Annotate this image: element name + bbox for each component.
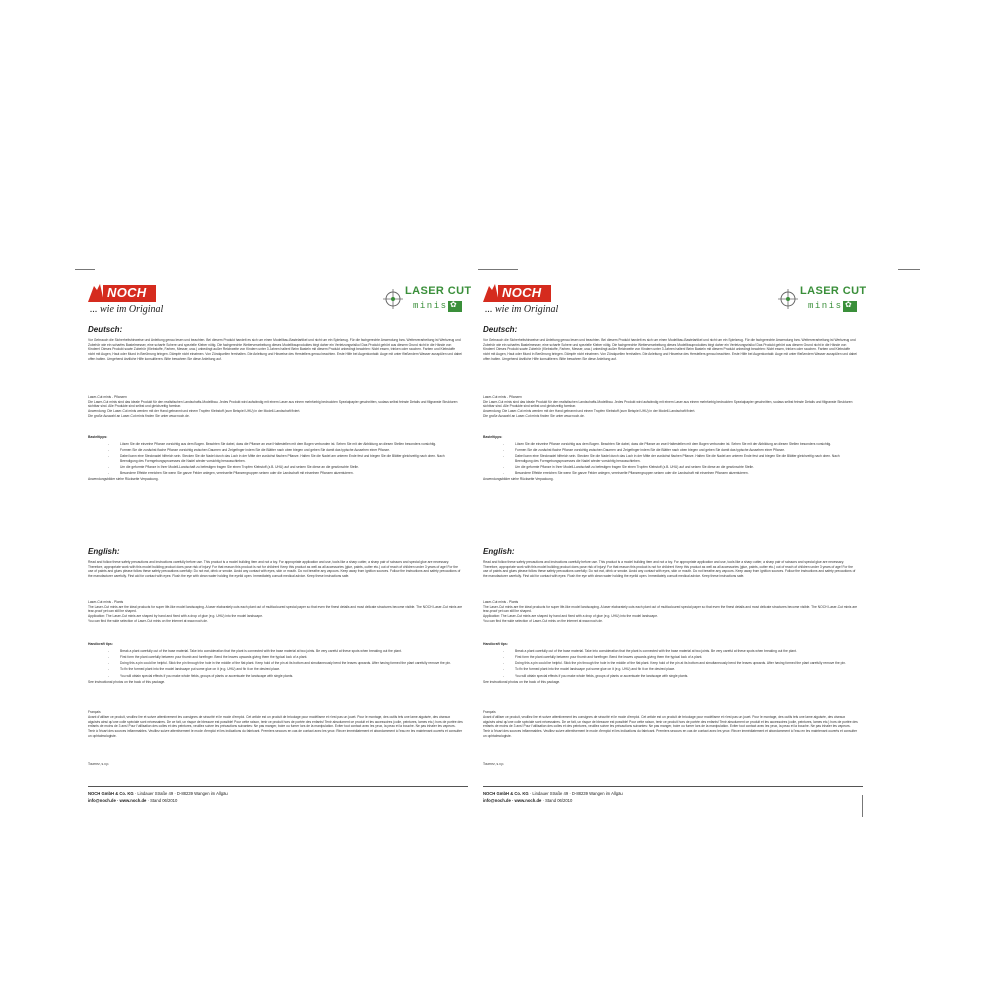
fr-safety-text: Avant d'utiliser ce produit, veuillez lire et suivre attentivement les consignes de sécurité et le mode d'emploi. Cet article est un produit de bricolage pour modélisme et n'est pas un jouet. Pour le montage, des outils tels une lame aiguisée, des ciseaux aiguisés ainsi qu'une colle spéciale sont nécessaires. De ce fait, un risque de blessure est possible! Pour cette raison, tenir ce produit hors de portée des enfants! Tenir absolument ce produit et les accessoires (colle, peintures, lames etc.) hors de portée des enfants de moins de 3 ans! Pour l'utilisation des colles et des peintures, veuillez suivre les précautions suivantes: Ne pas manger, boire ou fumer lors de la manipulation. Eviter tout contact avec les yeux, la peau et la bouche. Ne pas inhaler les vapeurs. Tenir à l'écart des sources inflammables. Veuillez suivre attentivement le mode d'emploi et les indications du fabricant. Premiers secours en cas de contact avec les yeux: Rincer immédiatement et abondamment à l'eau en les maintenant ouverts et consulter un ophtalmologiste. <box>88 715 463 738</box>
list-item: - Break a plant carefully out of the base material. Take into consideration that the plant is connected with the base material at two joints. Be very careful at these spots when breaking out the plant. <box>88 649 463 654</box>
tagline: ... wie im Original <box>90 304 164 315</box>
noch-logo <box>483 284 551 302</box>
en-lasercut-text: Laser-Cut minis - Plants The Laser-Cut minis are the ideal products for super life-like model landscaping. A laser elaborately cuts each plant out of multicoloured special paper so that even the finest details and most delicate structures become visible. The NOCH Laser-Cut minis are tear-proof yet can still be shaped. Application: The Laser-Cut minis are shaped by hand and fixed with a drop of glue (e.g. UHU) into the model landscape. You can find the wide selection of Laser-Cut minis on the internet at www.noch.de. <box>88 600 463 623</box>
list-item: - Formen Sie die zunächst flache Pflanze vorsichtig zwischen Daumen und Zeigefinger indem Sie die Blätter nach oben biegen und geben Sie damit das typische Aussehen einer Pflanze. <box>483 448 858 453</box>
list-item: - To fix the formed plant into the model landscape put some glue on it (e.g. UHU) and fix it on the desired place. <box>483 667 858 672</box>
crop-mark <box>898 269 920 270</box>
de-tips <box>88 435 463 482</box>
footer-divider <box>88 786 468 787</box>
de-safety-text: Vor Gebrauch die Sicherheitshinweise und Anleitung genau lesen und beachten. Bei diesem Produkt handelt es sich um einen Modellbau-Bastelartikel und nicht um ein Spielzeug. Für die fachgerechte Anwendung bzw. Weiterverarbeitung ist Werkzeug und Zubehör wie ein scharfes Bastelmesser, eine scharfe Schere und spezielle Kleber nötig. Die fachgerechte Weiterverarbeitung dieses Modellbauproduktes birgt daher ein Verletzungsrisiko! Das Produkt gehört aus diesem Grund nicht in die Hände von Kindern! Dieses Produkt sowie Zubehör (Klebstoffe, Farben, Messer, usw.) unbedingt außer Reichweite von Kindern unter 3 Jahren halten! Beim Basteln mit diesem Produkt unbedingt beachten: Nicht essen, trinken oder rauchen. Farben und Klebstoffe nicht mit Augen, Haut oder Mund in Berührung bringen. Dämpfe nicht einatmen. Von Zündquellen fernhalten. Die Anleitung und Hinweise des Herstellers genau beachten. Erste Hilfe bei Augenkontakt: Auge mit unter fließendem Wasser ausspülen und dabei offen halten. Umgehend ärztliche Hilfe konsultieren. Bitte bewahren Sie diese Anleitung auf. <box>483 338 857 361</box>
footer-address <box>483 790 863 804</box>
heading-english: English: <box>88 547 120 556</box>
tagline: ... wie im Original <box>485 304 559 315</box>
list-item: - Dabei kann eine Stecknadel hilfreich sein. Stecken Sie die Nadel durch das Loch in der Mitte der zunächst flachen Pflanze. Halten Sie die Nadel am unteren Ende fest und biegen Sie die Blätter gleichzeitig nach oben. Nach Beendigung des Formgebungsprozesses die Nadel wieder vorsichtig herausschieben. <box>88 454 463 463</box>
list-item: - Um die geformte Pflanze in Ihrer Modell-Landschaft zu befestigen fragen Sie einen Tropfen Klebstoff (z.B. UHU) auf und setzen Sie diese an die gewünschte Stelle. <box>88 465 463 470</box>
en-tips-note: See instructional photos on the back of this package. <box>88 679 166 684</box>
en-lasercut-text: Laser-Cut minis - Plants The Laser-Cut minis are the ideal products for super life-like model landscaping. A laser elaborately cuts each plant out of multicoloured special paper so that even the finest details and most delicate structures become visible. The NOCH Laser-Cut minis are tear-proof yet can still be shaped. Application: The Laser-Cut minis are shaped by hand and fixed with a drop of glue (e.g. UHU) into the model landscape. You can find the wide selection of Laser-Cut minis on the internet at www.noch.de. <box>483 600 858 623</box>
heading-deutsch: Deutsch: <box>483 325 518 334</box>
de-lasercut-text: Laser-Cut minis - Pflanzen Die Laser-Cut minis sind das ideale Produkt für den realistischen Landschafts-Modellbau. Jedes Produkt wird aufwändig mit einem Laser aus einem mehrfarbig bedruckten Spezialpapier geschnitten, sodass selbst feinste Details und filigranste Strukturen sichtbar sind. Alle Produkte sind selbst und gleichzeitig formbar. Anwendung: Die Laser-Cut minis werden mit der Hand gebrannt und einem Tropfen Klebstoff (zum Beispiel UHU) in der Modell-Landschaft fixiert. Die große Auswahl an Laser-Cut minis finden Sie unter www.noch.de. <box>88 395 458 418</box>
de-tips-heading: Basteltipps: <box>88 435 108 439</box>
company-web: info@noch.de · www.noch.de <box>483 798 542 803</box>
list-item: - Break a plant carefully out of the base material. Take into consideration that the plant is connected with the base material at two joints. Be very careful at these spots when breaking out the plant. <box>483 649 858 654</box>
list-item: - Lösen Sie die einzelne Pflanze vorsichtig aus dem Bogen. Beachten Sie dabei, dass die Pflanze an zwei Haltestellen mit dem Bogen verbunden ist. Sehen Sie mit der Abbildung an diesen Stellen besonders vorsichtig. <box>483 442 858 447</box>
heading-english: English: <box>483 547 515 556</box>
stand-date: · Stand 06/2010 <box>146 798 178 803</box>
leaf-icon: ✿ <box>843 301 857 312</box>
laser-cut-title: LASER CUT <box>405 285 472 297</box>
list-item: - Dabei kann eine Stecknadel hilfreich sein. Stecken Sie die Nadel durch das Loch in der Mitte der zunächst flachen Pflanze. Halten Sie die Nadel am unteren Ende fest und biegen Sie die Blätter gleichzeitig nach oben. Nach Beendigung des Formgebungsprozesses die Nadel wieder vorsichtig herausschieben. <box>483 454 858 463</box>
de-tips-note: Anwendungsbilder siehe Rückseite Verpackung. <box>483 477 554 482</box>
minis-label: minis <box>808 301 843 311</box>
noch-logo <box>88 284 156 302</box>
list-item: - Doing this a pin could be helpful. Stick the pin through the hole in the middle of the flat plant. Keep hold of the pin at its bottom and simultaneously bend the leaves upwards. After having formed the plant carefully remove the pin. <box>483 661 858 666</box>
footer-address <box>88 790 468 804</box>
company-name: NOCH GmbH & Co. KG <box>88 791 134 796</box>
minis-label: minis <box>413 301 448 311</box>
stand-date: · Stand 06/2010 <box>541 798 573 803</box>
heading-deutsch: Deutsch: <box>88 325 123 334</box>
list-item: - First form the plant carefully between your thumb and forefinger. Bend the leaves upwards giving them the typical look of a plant. <box>88 655 463 660</box>
company-name: NOCH GmbH & Co. KG <box>483 791 529 796</box>
list-item: - First form the plant carefully between your thumb and forefinger. Bend the leaves upwards giving them the typical look of a plant. <box>483 655 858 660</box>
en-tips-heading: Handicraft tips: <box>483 642 508 646</box>
list-item: - You will obtain special effects if you make whole fields, groups of plants or accentuate the landscape with single plants. <box>483 674 858 679</box>
de-lasercut-text: Laser-Cut minis - Pflanzen Die Laser-Cut minis sind das ideale Produkt für den realistischen Landschafts-Modellbau. Jedes Produkt wird aufwändig mit einem Laser aus einem mehrfarbig bedruckten Spezialpapier geschnitten, sodass selbst feinste Details und filigranste Strukturen sichtbar sind. Alle Produkte sind selbst und gleichzeitig formbar. Anwendung: Die Laser-Cut minis werden mit der Hand gebrannt und einem Tropfen Klebstoff (zum Beispiel UHU) in der Modell-Landschaft fixiert. Die große Auswahl an Laser-Cut minis finden Sie unter www.noch.de. <box>483 395 853 418</box>
list-item: - Doing this a pin could be helpful. Stick the pin through the hole in the middle of the flat plant. Keep hold of the pin at its bottom and simultaneously bend the leaves upwards. After having formed the plant carefully remove the pin. <box>88 661 463 666</box>
fr-tail: Tournez, s.v.p. <box>483 762 505 766</box>
de-tips <box>483 435 858 482</box>
leaflet-page-left <box>88 270 473 803</box>
de-tips-note: Anwendungsbilder siehe Rückseite Verpackung. <box>88 477 159 482</box>
list-item: - Lösen Sie die einzelne Pflanze vorsichtig aus dem Bogen. Beachten Sie dabei, dass die Pflanze an zwei Haltestellen mit dem Bogen verbunden ist. Sehen Sie mit der Abbildung an diesen Stellen besonders vorsichtig. <box>88 442 463 447</box>
fr-tail: Tournez, s.v.p. <box>88 762 110 766</box>
list-item: - Um die geformte Pflanze in Ihrer Modell-Landschaft zu befestigen fragen Sie einen Tropfen Klebstoff (z.B. UHU) auf und setzen Sie diese an die gewünschte Stelle. <box>483 465 858 470</box>
fr-heading: Français <box>483 710 496 714</box>
en-tips-note: See instructional photos on the back of this package. <box>483 679 561 684</box>
de-tips-heading: Basteltipps: <box>483 435 503 439</box>
noch-logo-text: NOCH <box>502 285 542 300</box>
en-tips-heading: Handicraft tips: <box>88 642 113 646</box>
noch-logo-text: NOCH <box>107 285 147 300</box>
crosshair-icon <box>383 289 403 309</box>
list-item: - Formen Sie die zunächst flache Pflanze vorsichtig zwischen Daumen und Zeigefinger indem Sie die Blätter nach oben biegen und geben Sie damit das typische Aussehen einer Pflanze. <box>88 448 463 453</box>
laser-cut-logo <box>778 284 868 320</box>
en-safety-text: Read and follow these safety precautions and instructions carefully before use. This product is a model building item and not a toy. For appropriate application and use, tools like a sharp cutter, a sharp pair of scissors and special glue are necessary. Therefore, appropriate work with this model building product does pose risk of injury! For that reason this product is not for children! Keep this product as well as all accessories (glue, paints, cutter etc.) out of reach of children under 3 years of age! For the use of paints and glues please follow these safety precautions carefully: Do not eat, drink or smoke. Avoid any contact with eyes, skin or mouth. Do not breathe any vapours. Keep away from ignition sources. Follow the instructions and safety precautions of the manufacturer carefully. First aid for contact with eyes: Flush the eye with clean water holding the eyelid open. Immediately consult medical advice. Keep these instructions safe. <box>483 560 856 579</box>
list-item: - Besondere Effekte erreichen Sie wenn Sie ganze Felder anlegen, vereinzelte Pflanzengruppen setzen oder die Landschaft mit einzelnen Pflanzen akzentuieren. <box>483 471 858 476</box>
en-safety-text: Read and follow these safety precautions and instructions carefully before use. This product is a model building item and not a toy. For appropriate application and use, tools like a sharp cutter, a sharp pair of scissors and special glue are necessary. Therefore, appropriate work with this model building product does pose risk of injury! For that reason this product is not for children! Keep this product as well as all accessories (glue, paints, cutter etc.) out of reach of children under 3 years of age! For the use of paints and glues please follow these safety precautions carefully: Do not eat, drink or smoke. Avoid any contact with eyes, skin or mouth. Do not breathe any vapours. Keep away from ignition sources. Follow the instructions and safety precautions of the manufacturer carefully. First aid for contact with eyes: Flush the eye with clean water holding the eyelid open. Immediately consult medical advice. Keep these instructions safe. <box>88 560 461 579</box>
leaf-icon: ✿ <box>448 301 462 312</box>
list-item: - Besondere Effekte erreichen Sie wenn Sie ganze Felder anlegen, vereinzelte Pflanzengruppen setzen oder die Landschaft mit einzelnen Pflanzen akzentuieren. <box>88 471 463 476</box>
footer-divider <box>483 786 863 787</box>
laser-cut-title: LASER CUT <box>800 285 867 297</box>
company-web: info@noch.de · www.noch.de <box>88 798 147 803</box>
company-address: · Lindauer Straße 49 · D-88239 Wangen im Allgäu <box>133 791 228 796</box>
laser-cut-logo <box>383 284 473 320</box>
fr-safety-text: Avant d'utiliser ce produit, veuillez lire et suivre attentivement les consignes de sécurité et le mode d'emploi. Cet article est un produit de bricolage pour modélisme et n'est pas un jouet. Pour le montage, des outils tels une lame aiguisée, des ciseaux aiguisés ainsi qu'une colle spéciale sont nécessaires. De ce fait, un risque de blessure est possible! Pour cette raison, tenir ce produit hors de portée des enfants! Tenir absolument ce produit et les accessoires (colle, peintures, lames etc.) hors de portée des enfants de moins de 3 ans! Pour l'utilisation des colles et des peintures, veuillez suivre les précautions suivantes: Ne pas manger, boire ou fumer lors de la manipulation. Eviter tout contact avec les yeux, la peau et la bouche. Ne pas inhaler les vapeurs. Tenir à l'écart des sources inflammables. Veuillez suivre attentivement le mode d'emploi et les indications du fabricant. Premiers secours en cas de contact avec les yeux: Rincer immédiatement et abondamment à l'eau en les maintenant ouverts et consulter un ophtalmologiste. <box>483 715 858 738</box>
leaflet-page-right <box>483 270 868 803</box>
crosshair-icon <box>778 289 798 309</box>
en-tips <box>483 642 858 684</box>
en-tips <box>88 642 463 684</box>
fr-heading: Français <box>88 710 101 714</box>
list-item: - To fix the formed plant into the model landscape put some glue on it (e.g. UHU) and fix it on the desired place. <box>88 667 463 672</box>
list-item: - You will obtain special effects if you make whole fields, groups of plants or accentuate the landscape with single plants. <box>88 674 463 679</box>
company-address: · Lindauer Straße 49 · D-88239 Wangen im Allgäu <box>528 791 623 796</box>
de-safety-text: Vor Gebrauch die Sicherheitshinweise und Anleitung genau lesen und beachten. Bei diesem Produkt handelt es sich um einen Modellbau-Bastelartikel und nicht um ein Spielzeug. Für die fachgerechte Anwendung bzw. Weiterverarbeitung ist Werkzeug und Zubehör wie ein scharfes Bastelmesser, eine scharfe Schere und spezielle Kleber nötig. Die fachgerechte Weiterverarbeitung dieses Modellbauproduktes birgt daher ein Verletzungsrisiko! Das Produkt gehört aus diesem Grund nicht in die Hände von Kindern! Dieses Produkt sowie Zubehör (Klebstoffe, Farben, Messer, usw.) unbedingt außer Reichweite von Kindern unter 3 Jahren halten! Beim Basteln mit diesem Produkt unbedingt beachten: Nicht essen, trinken oder rauchen. Farben und Klebstoffe nicht mit Augen, Haut oder Mund in Berührung bringen. Dämpfe nicht einatmen. Von Zündquellen fernhalten. Die Anleitung und Hinweise des Herstellers genau beachten. Erste Hilfe bei Augenkontakt: Auge mit unter fließendem Wasser ausspülen und dabei offen halten. Umgehend ärztliche Hilfe konsultieren. Bitte bewahren Sie diese Anleitung auf. <box>88 338 462 361</box>
